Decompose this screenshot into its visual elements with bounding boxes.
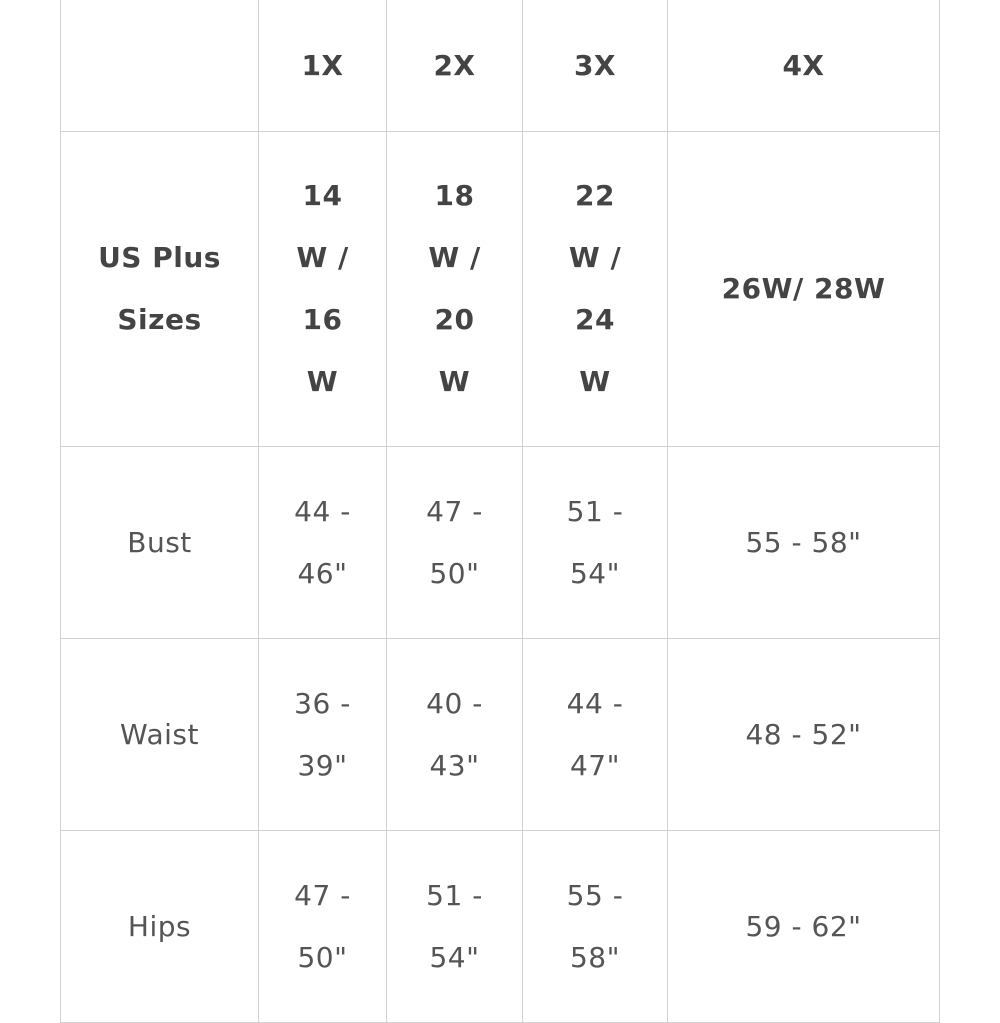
bust-4x: 55 - 58" xyxy=(668,447,940,639)
header-cell-2x: 2X xyxy=(387,0,523,132)
header-cell-4x: 4X xyxy=(668,0,940,132)
size-chart-table xyxy=(60,0,940,1023)
us-plus-size-2x: 18 W / 20 W xyxy=(387,132,523,447)
bust-label: Bust xyxy=(61,447,259,639)
hips-3x: 55 - 58" xyxy=(523,831,668,1023)
us-plus-sizes-row xyxy=(61,132,940,447)
waist-2x: 40 - 43" xyxy=(387,639,523,831)
us-plus-size-4x: 26W/ 28W xyxy=(668,132,940,447)
bust-1x: 44 - 46" xyxy=(259,447,387,639)
waist-1x: 36 - 39" xyxy=(259,639,387,831)
waist-row xyxy=(61,639,940,831)
bust-row xyxy=(61,447,940,639)
hips-1x: 47 - 50" xyxy=(259,831,387,1023)
waist-3x: 44 - 47" xyxy=(523,639,668,831)
us-plus-size-3x: 22W / 24W xyxy=(523,132,668,447)
header-cell-3x: 3X xyxy=(523,0,668,132)
hips-2x: 51 - 54" xyxy=(387,831,523,1023)
header-cell-empty xyxy=(61,0,259,132)
us-plus-size-1x: 14 W / 16 W xyxy=(259,132,387,447)
hips-label: Hips xyxy=(61,831,259,1023)
hips-4x: 59 - 62" xyxy=(668,831,940,1023)
header-cell-1x: 1X xyxy=(259,0,387,132)
bust-3x: 51 - 54" xyxy=(523,447,668,639)
header-row xyxy=(61,0,940,132)
waist-label: Waist xyxy=(61,639,259,831)
hips-row xyxy=(61,831,940,1023)
us-plus-sizes-label: US Plus Sizes xyxy=(61,132,259,447)
bust-2x: 47 - 50" xyxy=(387,447,523,639)
waist-4x: 48 - 52" xyxy=(668,639,940,831)
